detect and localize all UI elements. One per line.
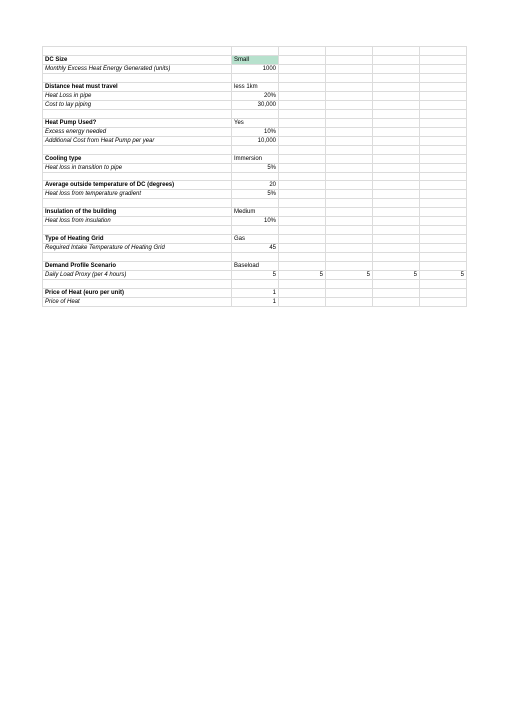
cell-label[interactable] [43, 280, 232, 289]
cell-label[interactable]: Insulation of the building [43, 208, 232, 217]
cell-value[interactable]: 5% [232, 190, 279, 199]
cell-extra[interactable] [373, 190, 420, 199]
cell-extra[interactable] [420, 289, 467, 298]
cell-value[interactable] [232, 226, 279, 235]
cell-extra[interactable] [279, 298, 326, 307]
cell-label[interactable]: Excess energy needed [43, 127, 232, 136]
cell-extra[interactable] [279, 172, 326, 181]
cell-extra[interactable] [326, 181, 373, 190]
blank-row [43, 253, 467, 262]
cell-extra[interactable] [326, 109, 373, 118]
cell-extra[interactable] [420, 109, 467, 118]
cell-value[interactable]: Immersion [232, 154, 279, 163]
cell-extra[interactable] [279, 55, 326, 64]
cell-value[interactable]: 1 [232, 298, 279, 307]
cell-extra[interactable] [279, 73, 326, 82]
table-row [43, 91, 467, 100]
cell-label[interactable]: Daily Load Proxy (per 4 hours) [43, 271, 232, 280]
table-row [43, 244, 467, 253]
cell-extra[interactable] [420, 280, 467, 289]
cell-extra[interactable] [420, 100, 467, 109]
cell-extra[interactable] [326, 118, 373, 127]
cell-extra[interactable] [279, 262, 326, 271]
cell-extra[interactable] [326, 145, 373, 154]
table-row [43, 127, 467, 136]
table-row [43, 235, 467, 244]
cell-extra[interactable] [279, 181, 326, 190]
cell-extra[interactable] [326, 298, 373, 307]
spreadsheet-body [43, 47, 467, 307]
cell-extra[interactable] [326, 235, 373, 244]
blank-row [43, 199, 467, 208]
cell-extra[interactable] [279, 154, 326, 163]
cell-extra[interactable] [326, 289, 373, 298]
table-row [43, 64, 467, 73]
cell-extra[interactable] [279, 217, 326, 226]
cell-label[interactable]: Type of Heating Grid [43, 235, 232, 244]
cell-extra[interactable] [279, 235, 326, 244]
blank-row [43, 280, 467, 289]
cell-extra[interactable] [373, 163, 420, 172]
cell-extra[interactable] [326, 244, 373, 253]
cell-value[interactable]: Gas [232, 235, 279, 244]
cell-extra[interactable] [373, 118, 420, 127]
cell-extra[interactable]: 5 [420, 271, 467, 280]
cell-extra[interactable] [326, 154, 373, 163]
cell-extra[interactable] [420, 82, 467, 91]
cell-extra[interactable] [373, 73, 420, 82]
cell-extra[interactable] [326, 100, 373, 109]
blank-row [43, 47, 467, 56]
cell-extra[interactable] [279, 82, 326, 91]
cell-value[interactable]: 45 [232, 244, 279, 253]
cell-value[interactable]: 30,000 [232, 100, 279, 109]
cell-extra[interactable] [326, 253, 373, 262]
cell-label[interactable] [43, 226, 232, 235]
cell-extra[interactable] [326, 208, 373, 217]
cell-extra[interactable] [326, 199, 373, 208]
cell-label[interactable]: Heat loss from insulation [43, 217, 232, 226]
cell-extra[interactable] [420, 47, 467, 56]
cell-extra[interactable] [373, 199, 420, 208]
cell-extra[interactable]: 5 [326, 271, 373, 280]
cell-extra[interactable] [326, 217, 373, 226]
cell-value[interactable]: less 1km [232, 82, 279, 91]
cell-value[interactable]: 1000 [232, 64, 279, 73]
cell-extra[interactable] [326, 55, 373, 64]
cell-extra[interactable] [326, 73, 373, 82]
cell-extra[interactable] [279, 145, 326, 154]
table-row [43, 271, 467, 280]
cell-extra[interactable] [326, 91, 373, 100]
blank-row [43, 73, 467, 82]
cell-value[interactable] [232, 199, 279, 208]
cell-value[interactable]: 10,000 [232, 136, 279, 145]
cell-value[interactable]: Medium [232, 208, 279, 217]
cell-label[interactable]: Cooling type [43, 154, 232, 163]
cell-extra[interactable] [373, 280, 420, 289]
cell-extra[interactable]: 5 [373, 271, 420, 280]
cell-extra[interactable] [373, 91, 420, 100]
cell-label[interactable]: Average outside temperature of DC (degrees) [43, 181, 232, 190]
table-row [43, 82, 467, 91]
cell-value[interactable]: 10% [232, 127, 279, 136]
cell-value[interactable]: Small [232, 55, 279, 64]
cell-value[interactable]: 1 [232, 289, 279, 298]
cell-extra[interactable] [373, 127, 420, 136]
cell-value[interactable]: 20% [232, 91, 279, 100]
table-row [43, 262, 467, 271]
cell-extra[interactable] [279, 163, 326, 172]
cell-value[interactable] [232, 253, 279, 262]
cell-label[interactable] [43, 145, 232, 154]
cell-label[interactable] [43, 172, 232, 181]
cell-extra[interactable] [326, 226, 373, 235]
table-row [43, 181, 467, 190]
cell-extra[interactable] [279, 244, 326, 253]
cell-extra[interactable] [279, 64, 326, 73]
cell-extra[interactable] [279, 127, 326, 136]
cell-label[interactable]: Demand Profile Scenario [43, 262, 232, 271]
cell-extra[interactable] [420, 64, 467, 73]
cell-label[interactable]: Distance heat must travel [43, 82, 232, 91]
cell-extra[interactable] [420, 154, 467, 163]
cell-label[interactable]: Additional Cost from Heat Pump per year [43, 136, 232, 145]
cell-extra[interactable] [373, 235, 420, 244]
table-row [43, 136, 467, 145]
cell-label[interactable]: Heat loss from temperature gradient [43, 190, 232, 199]
blank-row [43, 109, 467, 118]
cell-value[interactable] [232, 109, 279, 118]
cell-extra[interactable] [279, 199, 326, 208]
cell-extra[interactable] [326, 262, 373, 271]
cell-value[interactable]: 10% [232, 217, 279, 226]
cell-extra[interactable] [373, 289, 420, 298]
cell-extra[interactable] [420, 253, 467, 262]
table-row [43, 190, 467, 199]
cell-value[interactable] [232, 73, 279, 82]
cell-extra[interactable] [373, 253, 420, 262]
blank-row [43, 172, 467, 181]
cell-extra[interactable] [420, 163, 467, 172]
cell-extra[interactable] [326, 82, 373, 91]
cell-label[interactable]: Monthly Excess Heat Energy Generated (units) [43, 64, 232, 73]
cell-extra[interactable] [373, 136, 420, 145]
table-row [43, 154, 467, 163]
cell-value[interactable] [232, 172, 279, 181]
cell-extra[interactable] [279, 226, 326, 235]
cell-label[interactable]: Price of Heat (euro per unit) [43, 289, 232, 298]
table-row [43, 289, 467, 298]
cell-extra[interactable] [279, 136, 326, 145]
table-row [43, 118, 467, 127]
cell-value[interactable]: 20 [232, 181, 279, 190]
cell-extra[interactable] [279, 47, 326, 56]
cell-extra[interactable] [420, 55, 467, 64]
table-row [43, 217, 467, 226]
cell-extra[interactable] [279, 289, 326, 298]
cell-extra[interactable] [373, 55, 420, 64]
cell-value[interactable]: 5% [232, 163, 279, 172]
cell-value[interactable] [232, 47, 279, 56]
cell-extra[interactable] [279, 91, 326, 100]
cell-extra[interactable] [279, 118, 326, 127]
cell-extra[interactable] [373, 217, 420, 226]
cell-extra[interactable] [420, 181, 467, 190]
spreadsheet-grid [42, 46, 467, 307]
cell-extra[interactable] [420, 136, 467, 145]
cell-extra[interactable] [279, 208, 326, 217]
cell-value[interactable] [232, 280, 279, 289]
cell-extra[interactable] [373, 181, 420, 190]
cell-extra[interactable] [326, 280, 373, 289]
cell-extra[interactable] [420, 235, 467, 244]
table-row [43, 208, 467, 217]
cell-extra[interactable] [420, 199, 467, 208]
cell-label[interactable] [43, 199, 232, 208]
cell-extra[interactable] [326, 127, 373, 136]
cell-label[interactable]: Cost to lay piping [43, 100, 232, 109]
cell-extra[interactable] [326, 163, 373, 172]
cell-extra[interactable] [373, 82, 420, 91]
cell-extra[interactable] [373, 298, 420, 307]
cell-value[interactable]: Yes [232, 118, 279, 127]
cell-label[interactable] [43, 253, 232, 262]
cell-extra[interactable] [420, 73, 467, 82]
cell-extra[interactable] [279, 280, 326, 289]
cell-extra[interactable] [420, 145, 467, 154]
cell-extra[interactable] [373, 64, 420, 73]
cell-extra[interactable] [326, 64, 373, 73]
cell-extra[interactable] [279, 109, 326, 118]
cell-label[interactable]: Heat Pump Used? [43, 118, 232, 127]
blank-row [43, 226, 467, 235]
cell-extra[interactable] [420, 226, 467, 235]
table-row [43, 100, 467, 109]
cell-extra[interactable] [420, 127, 467, 136]
cell-extra[interactable] [373, 47, 420, 56]
cell-extra[interactable] [420, 244, 467, 253]
cell-extra[interactable] [279, 190, 326, 199]
cell-label[interactable]: DC Size [43, 55, 232, 64]
cell-extra[interactable] [326, 190, 373, 199]
cell-extra[interactable] [420, 118, 467, 127]
cell-extra[interactable]: 5 [279, 271, 326, 280]
cell-extra[interactable] [279, 253, 326, 262]
cell-extra[interactable] [326, 47, 373, 56]
cell-extra[interactable] [326, 136, 373, 145]
cell-label[interactable]: Heat loss in transition to pipe [43, 163, 232, 172]
cell-label[interactable]: Price of Heat [43, 298, 232, 307]
cell-extra[interactable] [373, 226, 420, 235]
cell-extra[interactable] [420, 217, 467, 226]
cell-extra[interactable] [373, 154, 420, 163]
cell-extra[interactable] [373, 262, 420, 271]
cell-label[interactable] [43, 109, 232, 118]
cell-extra[interactable] [373, 244, 420, 253]
cell-extra[interactable] [326, 172, 373, 181]
cell-extra[interactable] [373, 109, 420, 118]
cell-extra[interactable] [420, 91, 467, 100]
cell-extra[interactable] [373, 172, 420, 181]
blank-row [43, 145, 467, 154]
cell-extra[interactable] [420, 298, 467, 307]
table-row [43, 55, 467, 64]
cell-extra[interactable] [420, 172, 467, 181]
cell-value[interactable]: Baseload [232, 262, 279, 271]
cell-extra[interactable] [279, 100, 326, 109]
table-row [43, 298, 467, 307]
cell-value[interactable]: 5 [232, 271, 279, 280]
cell-value[interactable] [232, 145, 279, 154]
cell-extra[interactable] [420, 262, 467, 271]
cell-label[interactable]: Heat Loss in pipe [43, 91, 232, 100]
cell-extra[interactable] [373, 145, 420, 154]
cell-extra[interactable] [420, 208, 467, 217]
cell-label[interactable] [43, 47, 232, 56]
cell-extra[interactable] [373, 208, 420, 217]
cell-extra[interactable] [373, 100, 420, 109]
cell-label[interactable] [43, 73, 232, 82]
cell-extra[interactable] [420, 190, 467, 199]
cell-label[interactable]: Required Intake Temperature of Heating Grid [43, 244, 232, 253]
table-row [43, 163, 467, 172]
